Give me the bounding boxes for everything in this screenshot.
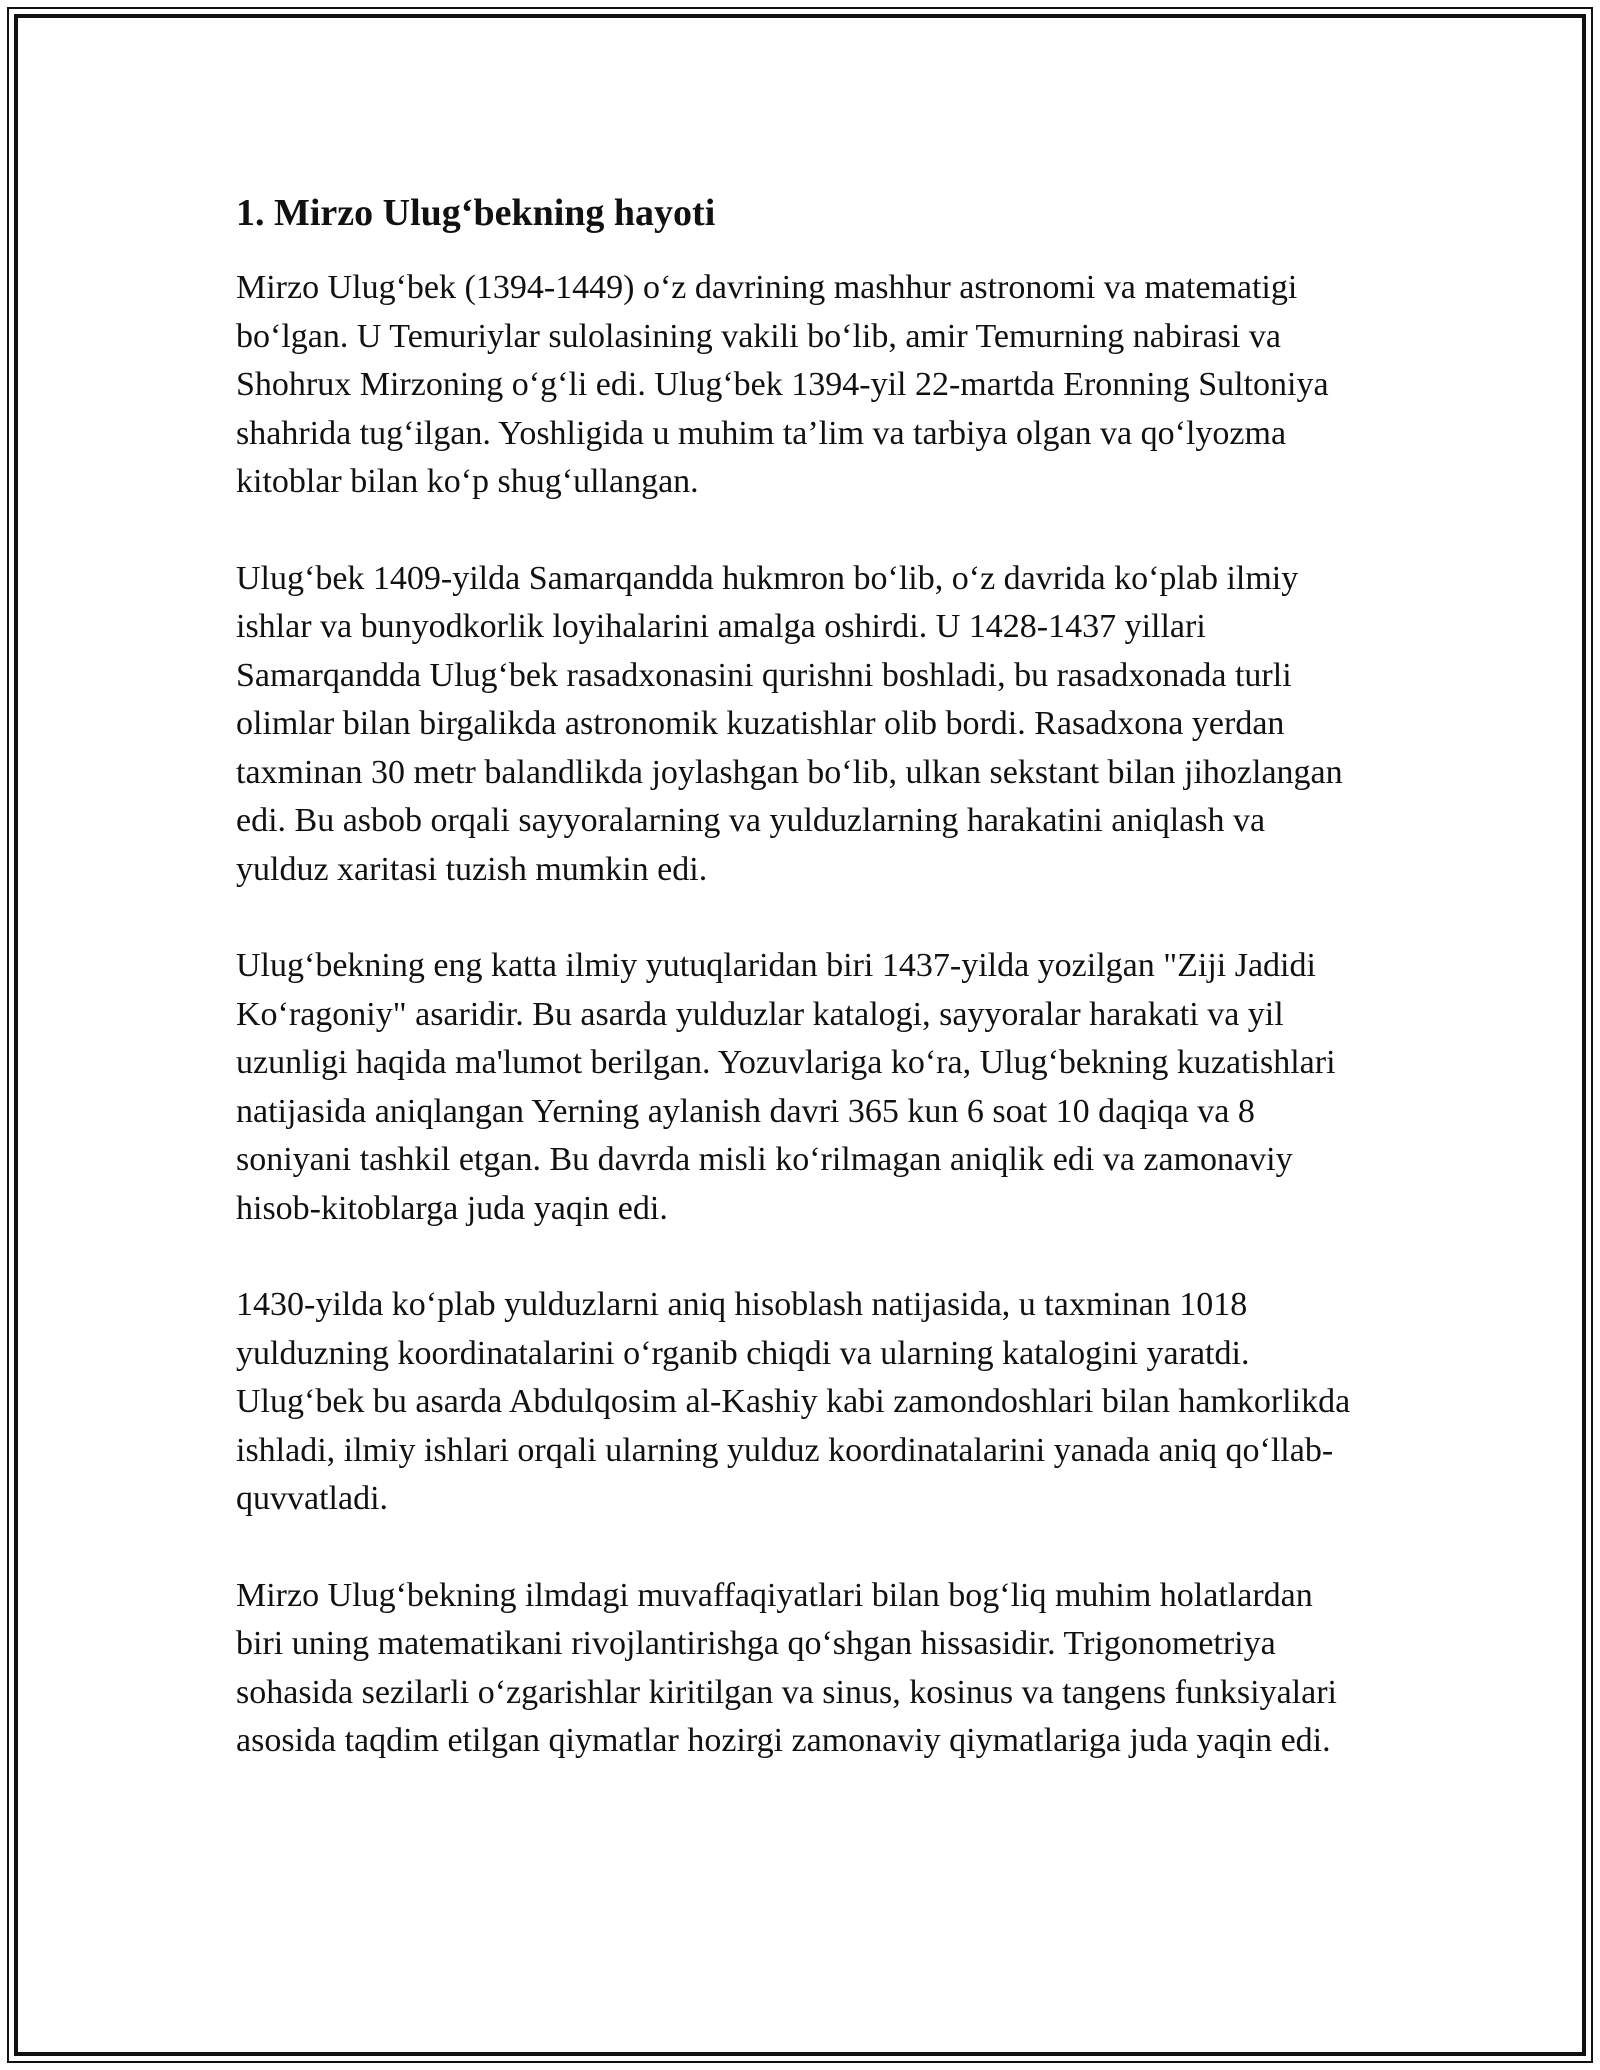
paragraph-5: Mirzo Ulug‘bekning ilmdagi muvaffaqiyatlari bilan bog‘liq muhim holatlardan biri uning matematikani rivojlantirishga qo‘shgan hissasidir. Trigonometriya sohasida sezilarli o‘zgarishlar kiritilgan va sinus, kosinus va tangens funksiyalari asosida taqdim etilgan qiymatlar hozirgi zamonaviy qiymatlariga juda yaqin edi. [236,1576,1337,1759]
document-body [236,184,1356,1814]
section-heading: 1. Mirzo Ulug‘bekning hayoti [236,192,716,234]
paragraph-4: 1430-yilda ko‘plab yulduzlarni aniq hisoblash natijasida, u taxminan 1018 yulduzning koordinatalarini o‘rganib chiqdi va ularning katalogini yaratdi. Ulug‘bek bu asarda Abdulqosim al-Kashiy kabi zamondoshlari bilan hamkorlikda ishladi, ilmiy ishlari orqali ularning yulduz koordinatalarini yanada aniq qo‘llab-quvvatladi. [236,1286,1351,1517]
paragraph-2: Ulug‘bek 1409-yilda Samarqandda hukmron bo‘lib, o‘z davrida ko‘plab ilmiy ishlar va bunyodkorlik loyihalarini amalga oshirdi. U 1428-1437 yillari Samarqandda Ulug‘bek rasadxonasini qurishni boshladi, bu rasadxonada turli olimlar bilan birgalikda astronomik kuzatishlar olib bordi. Rasadxona yerdan taxminan 30 metr balandlikda joylashgan bo‘lib, ulkan sekstant bilan jihozlangan edi. Bu asbob orqali sayyoralarning va yulduzlarning harakatini aniqlash va yulduz xaritasi tuzish mumkin edi. [236,559,1343,888]
paragraph-1: Mirzo Ulug‘bek (1394-1449) o‘z davrining mashhur astronomi va matematigi bo‘lgan. U Temuriylar sulolasining vakili bo‘lib, amir Temurning nabirasi va Shohrux Mirzoning o‘g‘li edi. Ulug‘bek 1394-yil 22-martda Eronning Sultoniya shahrida tug‘ilgan. Yoshligida u muhim ta’lim va tarbiya olgan va qo‘lyozma kitoblar bilan ko‘p shug‘ullangan. [236,269,1329,500]
paragraph-3: Ulug‘bekning eng katta ilmiy yutuqlaridan biri 1437-yilda yozilgan "Ziji Jadidi Ko‘ragoniy" asaridir. Bu asarda yulduzlar katalogi, sayyoralar harakati va yil uzunligi haqida ma'lumot berilgan. Yozuvlariga ko‘ra, Ulug‘bekning kuzatishlari natijasida aniqlangan Yerning aylanish davri 365 kun 6 soat 10 daqiqa va 8 soniyani tashkil etgan. Bu davrda misli ko‘rilmagan aniqlik edi va zamonaviy hisob-kitoblarga juda yaqin edi. [236,947,1336,1227]
